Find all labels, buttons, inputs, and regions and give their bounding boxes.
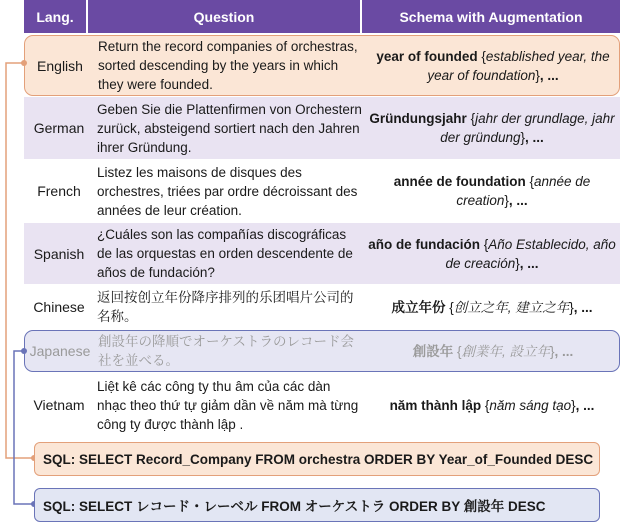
row-question: Geben Sie die Plattenfirmen von Orchestern zurück, absteigend sortiert nach den Jahren ihrer Gründung. — [97, 101, 362, 155]
schema-main: năm thành lập — [389, 397, 482, 413]
header-schema: Schema with Augmentation — [362, 0, 620, 33]
schema-aug: 创立之年, 建立之年 — [453, 299, 570, 315]
english-connector — [6, 63, 34, 458]
row-lang: Japanese — [29, 343, 91, 359]
schema-main: 創設年 — [412, 343, 454, 359]
header-lang: Lang. — [24, 0, 86, 33]
row-schema: año de fundación {Año Establecido, año de creación}, ... — [368, 236, 616, 271]
schema-aug: 創業年, 設立年 — [461, 343, 550, 359]
schema-tail: , ... — [508, 193, 528, 208]
row-schema: năm thành lập {năm sáng tạo}, ... — [389, 397, 595, 413]
row-lang: Spanish — [33, 245, 85, 262]
schema-aug: established year, the year of foundation — [427, 48, 610, 83]
row-lang: German — [33, 120, 85, 136]
row-lang: French — [37, 183, 81, 199]
schema-main: year of founded — [376, 48, 478, 64]
english-connector-dot — [21, 60, 27, 66]
row-schema: 創設年 {創業年, 設立年}, ... — [412, 343, 574, 359]
schema-tail: , ... — [539, 67, 559, 83]
row-lang: Chinese — [33, 299, 85, 315]
schema-aug: année de creation — [456, 174, 591, 208]
schema-aug: jahr der grundlage, jahr der gründung — [440, 111, 615, 145]
row-question: ¿Cuáles son las compañías discográficas de las orquestas en orden descendente de años de fundación? — [97, 227, 353, 280]
row-schema: Gründungsjahr {jahr der grundlage, jahr der gründung}, ... — [369, 111, 615, 145]
header-question: Question — [88, 0, 360, 33]
schema-tail: , ... — [554, 343, 574, 359]
row-question: Liệt kê các công ty thu âm của các dàn nhạc theo thứ tự giảm dần về năm mà từng công ty được thành lập . — [97, 378, 359, 432]
schema-main: Gründungsjahr — [369, 111, 467, 126]
schema-tail: , ... — [525, 130, 544, 145]
row-schema: année de foundation {année de creation}, ... — [393, 174, 591, 208]
schema-aug: năm sáng tạo — [489, 397, 572, 413]
schema-tail: , ... — [519, 255, 539, 271]
row-lang: English — [37, 57, 83, 74]
row-question: 返回按创立年份降序排列的乐团唱片公司的名称。 — [97, 290, 354, 324]
schema-main: année de foundation — [393, 174, 526, 189]
sql-english: SQL: SELECT Record_Company FROM orchestra ORDER BY Year_of_Founded DESC — [34, 442, 600, 476]
schema-tail: , ... — [575, 397, 595, 413]
schema-main: año de fundación — [368, 236, 480, 252]
schema-tail: , ... — [573, 299, 593, 315]
schema-aug: Año Establecido, año de creación — [445, 236, 616, 271]
japanese-connector-dot — [21, 348, 27, 354]
row-schema: 成立年份 {创立之年, 建立之年}, ... — [391, 299, 593, 315]
row-question: 創設年の降順でオーケストラのレコード会社を並べる。 — [98, 334, 354, 368]
japanese-connector — [14, 351, 34, 504]
row-question: Listez les maisons de disques des orchestres, triées par ordre décroissant des années de leur création. — [97, 164, 358, 218]
sql-japanese: SQL: SELECT レコード・レーベル FROM オーケストラ ORDER BY 創設年 DESC — [34, 488, 600, 522]
row-lang: Vietnam — [33, 397, 85, 413]
row-schema: year of founded {established year, the year of foundation}, ... — [376, 48, 610, 83]
row-question: Return the record companies of orchestras, sorted descending by the years in which they were founded. — [98, 39, 358, 92]
schema-main: 成立年份 — [391, 299, 446, 315]
